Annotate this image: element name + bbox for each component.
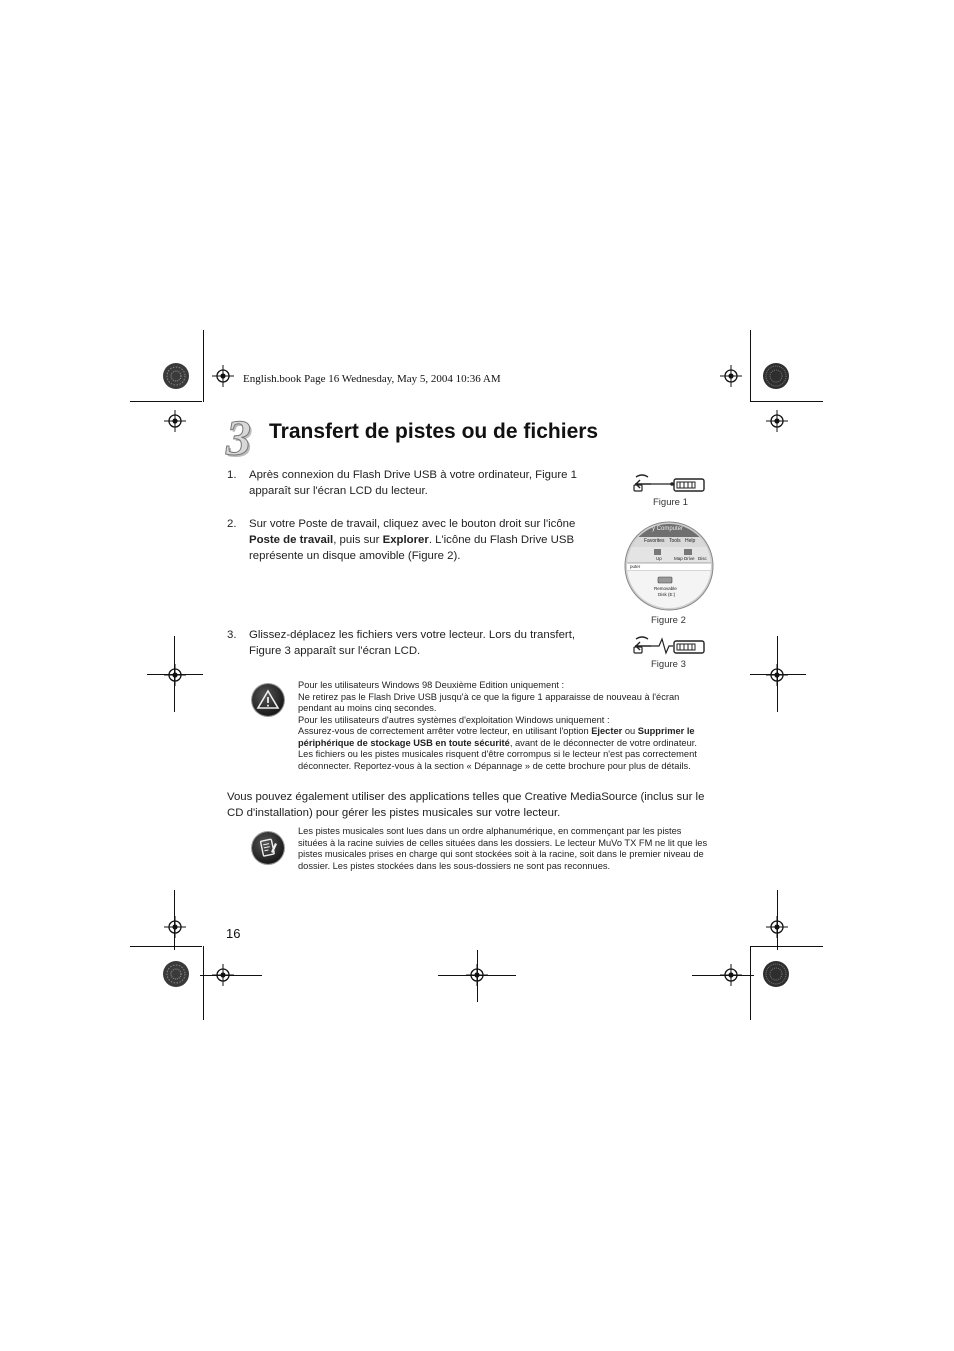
drive-label-disk: Disk (E:) [658,592,676,597]
note-text-part: Assurez-vous de correctement arrêter votre lecteur, en utilisant l'option [298,726,592,736]
step-number: 1. [227,469,237,481]
chapter-title: Transfert de pistes ou de fichiers [269,420,599,443]
usb-connected-icon [632,471,708,497]
menu-item-favorites: Favorites [644,538,665,544]
rosette-icon [762,960,790,988]
note-text-bold: Supprimer le périphérique de stockage USB en toute sécurité [298,726,695,748]
step-text-bold: Poste de travail [249,534,334,546]
drive-label-removable: Removable [654,586,677,591]
step-text [249,467,595,499]
tip-note-icon [252,832,284,864]
page-number: 16 [226,926,241,941]
note-line: Ne retirez pas le Flash Drive USB jusqu'à ce que la figure 1 apparaisse de nouveau à l'écran pendant au moins cinq secondes. [298,691,680,713]
address-bar: puter [630,564,641,569]
usb-transfer-icon [632,633,708,659]
tip-note: Les pistes musicales sont lues dans un ordre alphanumérique, en commençant par les pistes situées à la racine suivies de celles situées dans les dossiers. Le lecteur MuVo TX FM ne lit que les pistes musicales prises en charge qui sont stockées soit à la racine, soit dans le premier niveau de dossier. Les pistes stockées dans les sous-dossiers ne sont pas reconnues. [298,826,708,871]
step-item [227,516,597,566]
window-title: y Computer [652,526,684,532]
book-header-line: English.book Page 16 Wednesday, May 5, 2004 10:36 AM [243,373,501,385]
step-item [227,467,597,501]
step-text-part: , puis sur [333,534,383,546]
note-line [298,726,710,772]
step-text-part: . L'icône du Flash Drive USB représente un disque amovible (Figure 2). [249,534,575,562]
step-text-part: Après connexion du Flash Drive USB à votre ordinateur, Figure 1 apparaît sur l'écran LCD du lecteur. [249,469,577,497]
registration-mark-icon [164,916,186,938]
figure-caption: Figure 2 [651,615,686,626]
note-text-part: , avant de le déconnecter de votre ordinateur. Les fichiers ou les pistes musicales risquent d'être corrompus si le lecteur n'est pas correctement déconnecter. Reportez-vous à la section « Dépannage » de cette brochure pour plus de détails. [298,737,697,771]
chapter-number: 3 [226,409,251,465]
registration-mark-icon [212,365,234,387]
menu-item-help: Help [685,538,696,544]
step-number: 3. [227,629,237,641]
rosette-icon [162,362,190,390]
registration-mark-icon [164,664,186,686]
step-number: 2. [227,518,237,530]
step-item [227,627,597,661]
warning-note [298,680,710,772]
toolbar-map-drive: Map Drive [674,556,695,561]
registration-mark-icon [766,410,788,432]
step-text-bold: Explorer [382,534,429,546]
warning-triangle-icon [252,684,284,716]
toolbar-disc: Disc [698,556,707,561]
note-line: Pour les utilisateurs Windows 98 Deuxième Edition uniquement : [298,680,565,690]
step-text-part: Glissez-déplacez les fichiers vers votre lecteur. Lors du transfert, Figure 3 apparaît sur l'écran LCD. [249,629,576,657]
explorer-window-figure [624,521,714,611]
rosette-icon [762,362,790,390]
rosette-icon [162,960,190,988]
note-text-part: ou [622,726,638,736]
toolbar-up: Up [656,556,662,561]
figure-caption: Figure 3 [651,659,686,670]
note-text-bold: Ejecter [591,726,623,736]
registration-mark-icon [766,916,788,938]
step-text-part: Sur votre Poste de travail, cliquez avec le bouton droit sur l'icône [249,518,576,530]
registration-mark-icon [164,410,186,432]
body-paragraph: Vous pouvez également utiliser des applications telles que Creative MediaSource (inclus sur le CD d'installation) pour gérer les pistes musicales sur votre lecteur. [227,791,705,819]
registration-mark-icon [766,664,788,686]
step-text [249,627,595,659]
note-line: Pour les utilisateurs d'autres systèmes d'exploitation Windows uniquement : [298,714,610,725]
step-text [249,516,595,564]
figure-caption: Figure 1 [653,497,688,508]
menu-item-tools: Tools [669,538,681,544]
registration-mark-icon [720,365,742,387]
